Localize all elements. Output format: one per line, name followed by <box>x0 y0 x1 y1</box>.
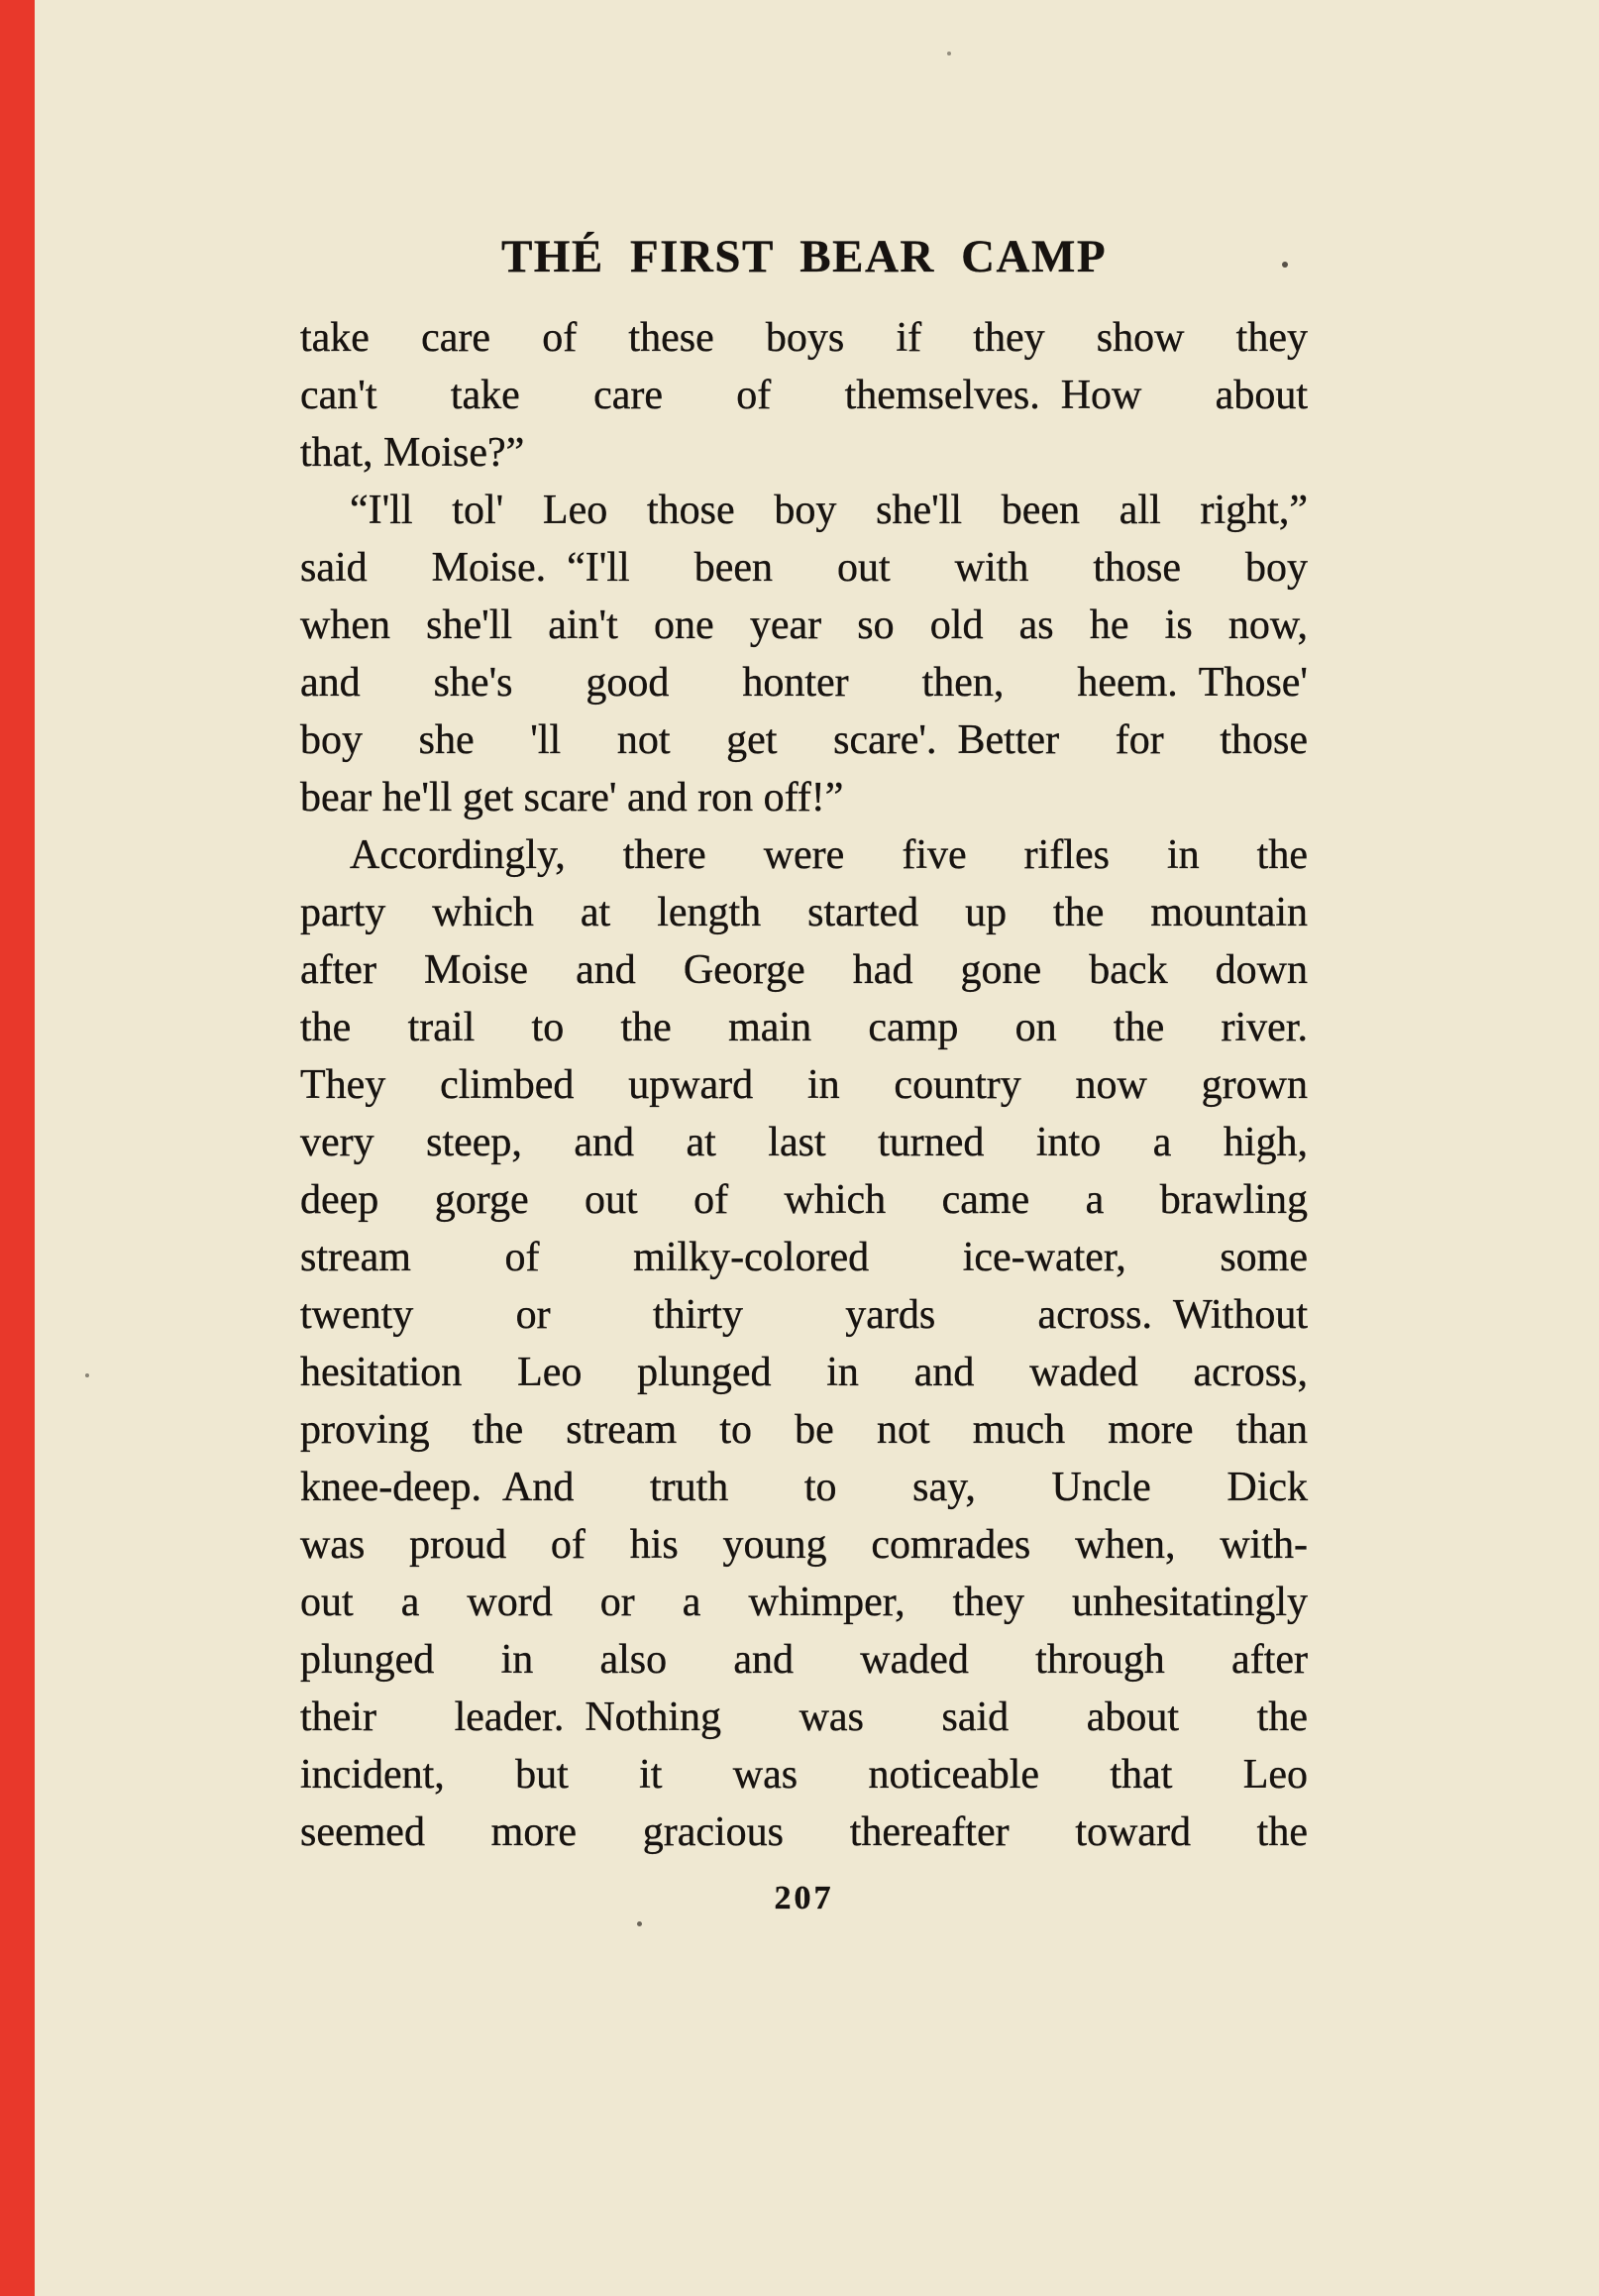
text-line: seemed more gracious thereafter toward the <box>300 1809 1308 1855</box>
text-line: stream of milky-colored ice-water, some <box>300 1235 1308 1280</box>
text-line: deep gorge out of which came a brawling <box>300 1177 1308 1223</box>
text-line: plunged in also and waded through after <box>300 1637 1308 1683</box>
text-line: out a word or a whimper, they unhesitatingly <box>300 1580 1308 1625</box>
text-line: Accordingly, there were five rifles in the <box>350 832 1308 878</box>
text-line: their leader. Nothing was said about the <box>300 1695 1308 1740</box>
text-line: take care of these boys if they show they <box>300 315 1308 361</box>
text-line: party which at length started up the mountain <box>300 890 1308 935</box>
text-line: the trail to the main camp on the river. <box>300 1005 1308 1050</box>
text-line: “I'll tol' Leo those boy she'll been all right,” <box>350 488 1308 533</box>
text-line: was proud of his young comrades when, with- <box>300 1522 1308 1568</box>
text-line: boy she 'll not get scare'. Better for those <box>300 717 1308 763</box>
text-line: can't take care of themselves. How about <box>300 373 1308 418</box>
chapter-running-head: THÉ FIRST BEAR CAMP <box>500 231 1108 282</box>
scan-speck <box>85 1373 89 1377</box>
scan-edge-strip <box>0 0 35 2296</box>
text-line: hesitation Leo plunged in and waded across, <box>300 1350 1308 1395</box>
text-line: twenty or thirty yards across. Without <box>300 1292 1308 1338</box>
text-line: proving the stream to be not much more than <box>300 1407 1308 1453</box>
text-line: bear he'll get scare' and ron off!” <box>300 775 844 820</box>
text-line: said Moise. “I'll been out with those boy <box>300 545 1308 591</box>
text-line: when she'll ain't one year so old as he is now, <box>300 602 1308 648</box>
text-line: very steep, and at last turned into a high, <box>300 1120 1308 1165</box>
scan-speck <box>637 1921 642 1926</box>
text-line: They climbed upward in country now grown <box>300 1062 1308 1108</box>
text-line: knee-deep. And truth to say, Uncle Dick <box>300 1465 1308 1510</box>
page-number: 207 <box>774 1880 834 1916</box>
text-line: incident, but it was noticeable that Leo <box>300 1752 1308 1798</box>
text-line: that, Moise?” <box>300 430 525 476</box>
text-line: and she's good honter then, heem. Those' <box>300 660 1308 706</box>
text-line: after Moise and George had gone back down <box>300 947 1308 993</box>
page-text <box>300 309 1308 1861</box>
scan-speck <box>947 52 951 55</box>
